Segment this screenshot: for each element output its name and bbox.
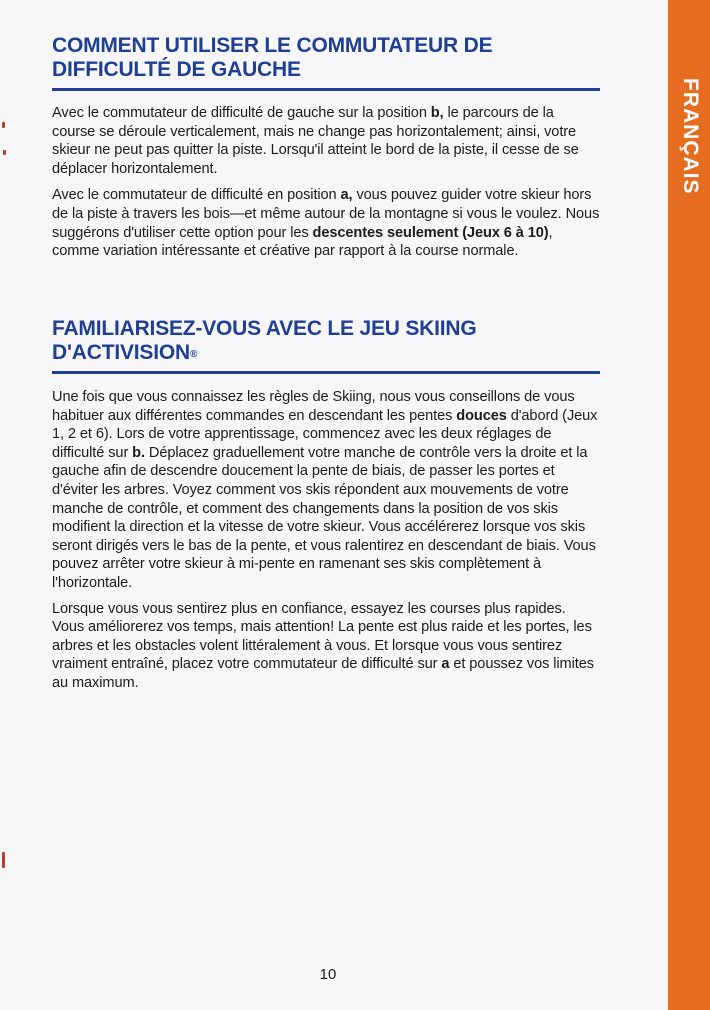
scan-mark bbox=[3, 150, 6, 155]
paragraph bbox=[52, 600, 600, 693]
body-text: , comme variation intéressante et créative par rapport à la course normale. bbox=[52, 224, 553, 260]
scan-mark bbox=[2, 122, 5, 128]
emphasis-text: douces bbox=[456, 407, 507, 424]
body-text: le parcours de la course se déroule verticalement, mais ne change pas horizontalement; ainsi, votre skieur ne peut pas quitter la piste. Lorsqu'il atteint le bord de la piste, il cesse de se déplacer horizontalement. bbox=[52, 105, 579, 177]
body-text: d'abord (Jeux 1, 2 et 6). Lors de votre apprentissage, commencez avec les deux réglages de difficulté sur bbox=[52, 407, 598, 461]
body-text: Avec le commutateur de difficulté en position bbox=[52, 187, 341, 204]
emphasis-text: a, bbox=[340, 187, 353, 204]
scan-mark bbox=[2, 852, 5, 868]
body-text: vous pouvez guider votre skieur hors de la piste à travers les bois—et même autour de la montagne si vous le voulez. Nous suggérons d'utiliser cette option pour les bbox=[52, 187, 600, 241]
page-number: 10 bbox=[319, 966, 337, 983]
emphasis-text: a bbox=[441, 656, 450, 673]
language-tab-label: FRANÇAIS bbox=[679, 78, 702, 195]
body-text: Une fois que vous connaissez les règles de Skiing, nous vous conseillons de vous habituer aux différentes commandes en descendant les pentes bbox=[52, 389, 575, 424]
section-title-text: FAMILIARISEZ-VOUS AVEC LE JEU SKIING D'ACTIVISION bbox=[52, 317, 477, 364]
language-side-tab bbox=[668, 0, 710, 1010]
section-title-left-difficulty-switch: COMMENT UTILISER LE COMMUTATEUR DE DIFFICULTÉ DE GAUCHE bbox=[52, 34, 493, 81]
paragraph bbox=[52, 104, 600, 178]
paragraph bbox=[52, 186, 600, 260]
body-text: Avec le commutateur de difficulté de gauche sur la position bbox=[52, 105, 431, 121]
body-text: Lorsque vous vous sentirez plus en confiance, essayez les courses plus rapides. Vous améliorerez vos temps, mais attention! La pente est plus raide et les portes, les arbres et les obstacles volent littéralement à vous. Et lorsque vous vous sentirez vraiment entraîné, placez votre commutateur de difficulté sur bbox=[52, 600, 592, 673]
emphasis-text: b, bbox=[430, 105, 444, 121]
registered-mark: ® bbox=[189, 349, 198, 360]
section-left-difficulty-switch bbox=[52, 34, 600, 261]
section-title-familiarize-skiing bbox=[52, 317, 600, 365]
body-text: et poussez vos limites au maximum. bbox=[52, 656, 594, 691]
body-text: Déplacez graduellement votre manche de contrôle vers la droite et la gauche afin de descendre doucement la pente de biais, de passer les portes et d'éviter les arbres. Voyez comment vos skis répondent aux mouvements de votre manche de contrôle, et comment des changements dans la position de vos skis modifient la direction et la vitesse de votre skieur. Vous accélérerez lorsque vos skis seront dirigés vers le bas de la pente, et vous ralentirez en descendant de biais. Vous pouvez arrêter votre skieur à mi-pente en ramenant ses skis complètement à l'horizontale. bbox=[52, 444, 596, 591]
section-familiarize-skiing bbox=[52, 317, 600, 693]
paragraph bbox=[52, 388, 600, 593]
emphasis-text: b. bbox=[132, 444, 145, 461]
emphasis-text: descentes seulement (Jeux 6 à 10) bbox=[312, 224, 549, 241]
